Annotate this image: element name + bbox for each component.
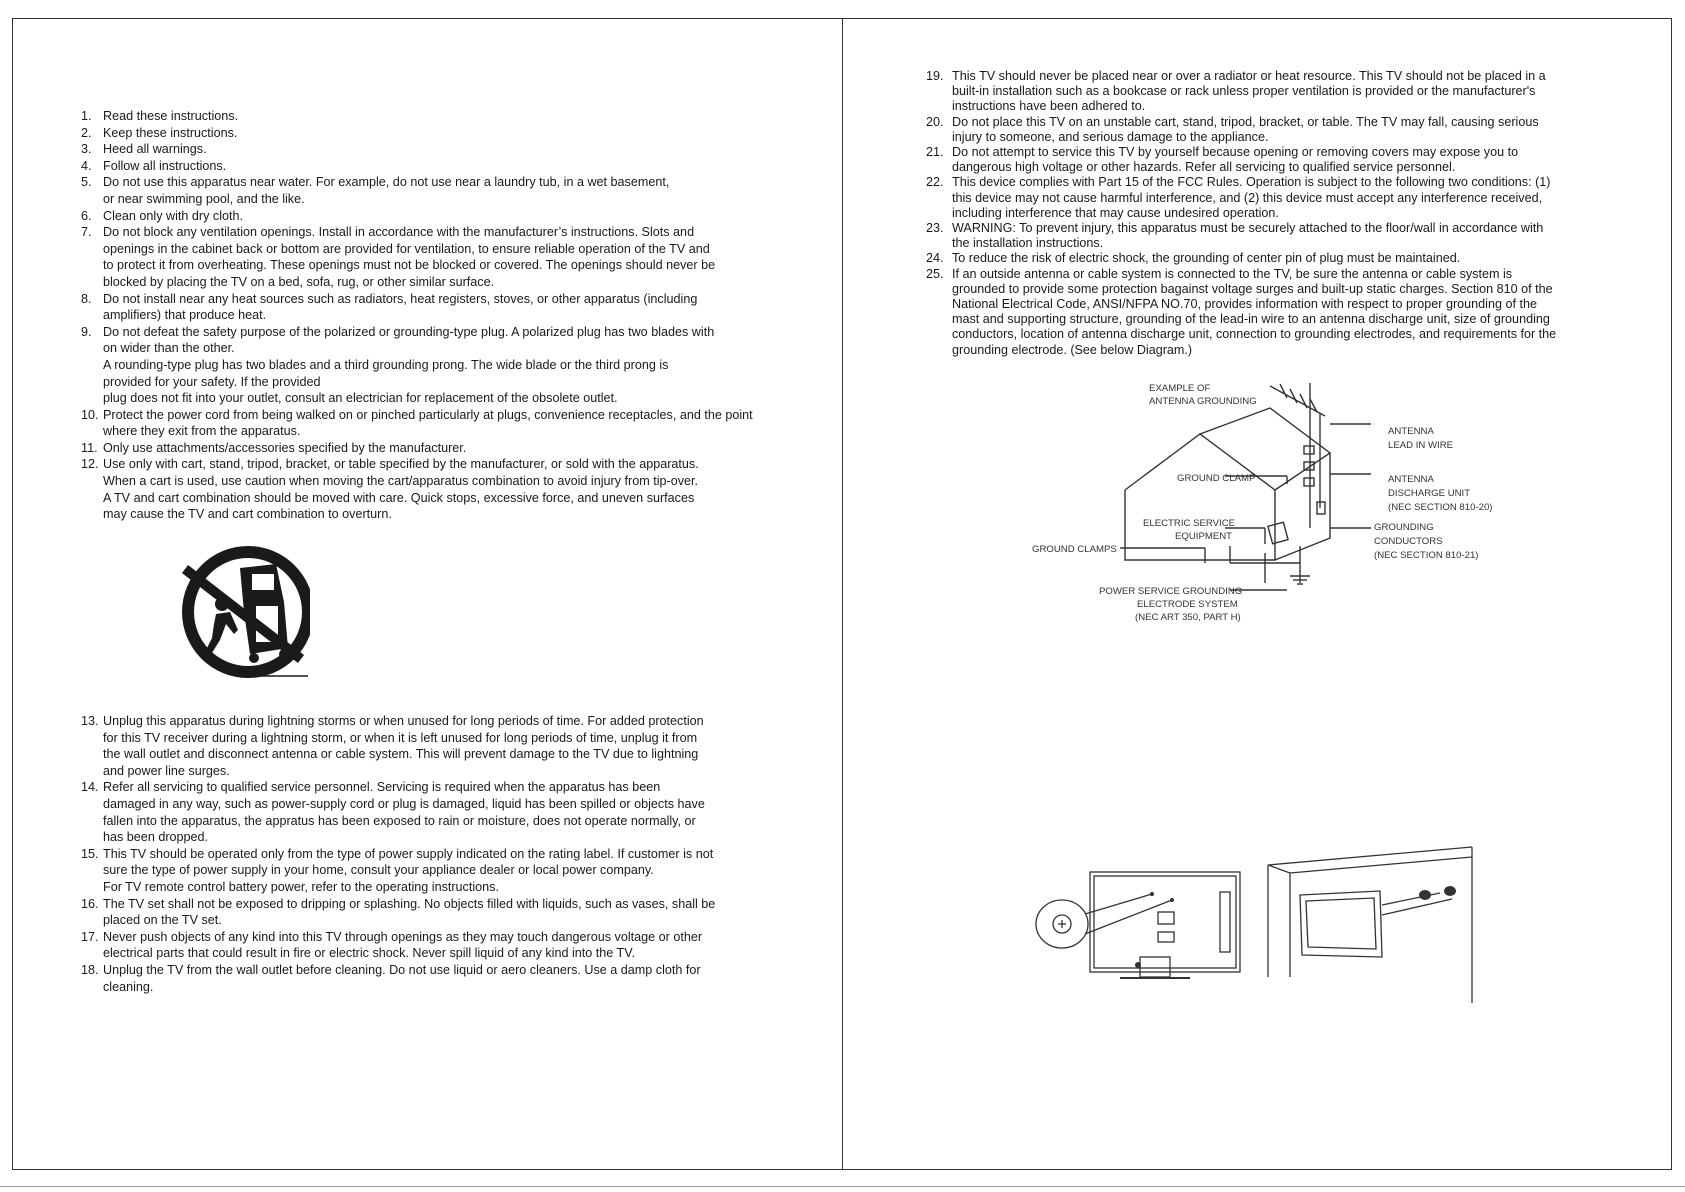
item-text-line: fallen into the apparatus, the appratus has been exposed to rain or moisture, does not operate normally, or	[103, 813, 696, 828]
item-number: 6.	[81, 208, 92, 223]
item-text	[103, 108, 761, 125]
left-list-item	[81, 174, 761, 207]
item-number: 2.	[81, 125, 92, 140]
item-text-line: For TV remote control battery power, refer to the operating instructions.	[103, 879, 499, 894]
item-text	[948, 251, 1566, 266]
item-text-line: this device may not cause harmful interference, and (2) this device must accept any interference received,	[952, 190, 1543, 205]
item-text	[103, 962, 761, 995]
cart-tipover-warning-icon	[180, 544, 310, 678]
item-text-line: for this TV receiver during a lightning storm, or when it is left unused for long periods of time, unplug it from	[103, 730, 698, 745]
item-text-line: When a cart is used, use caution when moving the cart/apparatus combination to avoid injury from tip-over.	[103, 474, 699, 489]
item-text-line: placed on the TV set.	[103, 913, 222, 928]
right-list-item	[926, 251, 1566, 266]
item-text-line: Refer all servicing to qualified service personnel. Servicing is required when the apparatus has been	[103, 780, 661, 795]
item-text-line: electrical parts that could result in fire or electric shock. Never spill liquid of any kind into the TV.	[103, 946, 635, 961]
item-text-line: mast and supporting structure, grounding of the lead-in wire to an antenna discharge unit, size of grounding	[952, 312, 1550, 327]
item-text	[948, 175, 1566, 221]
item-text	[103, 929, 761, 962]
diagram-discharge-2: DISCHARGE UNIT	[1388, 488, 1471, 499]
item-text	[103, 158, 761, 175]
item-text	[948, 145, 1566, 175]
item-number: 21.	[926, 145, 944, 160]
item-number: 14.	[81, 780, 99, 795]
item-number: 11.	[81, 440, 98, 455]
item-number: 8.	[81, 291, 92, 306]
item-text	[103, 713, 761, 779]
item-text	[103, 440, 761, 457]
item-text	[103, 407, 761, 440]
item-number: 18.	[81, 962, 99, 977]
safety-list-left-top	[81, 108, 761, 523]
item-text	[103, 779, 761, 845]
item-text	[103, 896, 761, 929]
left-list-item	[81, 440, 761, 457]
diagram-discharge-1: ANTENNA	[1388, 474, 1434, 485]
item-text-line: damaged in any way, such as power-supply cord or plug is damaged, liquid has been spilled or objects have	[103, 796, 705, 811]
item-text	[103, 141, 761, 158]
diagram-ground-clamp: GROUND CLAMP	[1177, 473, 1256, 484]
bottom-rule	[0, 1186, 1685, 1187]
item-number: 17.	[81, 929, 99, 944]
item-text	[103, 456, 761, 522]
left-list-item	[81, 929, 761, 962]
item-text-line: Never push objects of any kind into this TV through openings as they may touch dangerous voltage or other	[103, 929, 703, 944]
item-number: 23.	[926, 221, 944, 236]
item-text-line: National Electrical Code, ANSI/NFPA NO.70, provides information with respect to proper grounding of the	[952, 297, 1537, 312]
item-number: 10.	[81, 407, 99, 422]
item-text-line: plug does not fit into your outlet, consult an electrician for replacement of the obsolete outlet.	[103, 391, 618, 406]
safety-list-right	[926, 69, 1566, 358]
left-list-item	[81, 208, 761, 225]
item-text	[948, 267, 1566, 358]
item-text-line: Do not attempt to service this TV by yourself because opening or removing covers may expose you to	[952, 145, 1519, 160]
left-list-item	[81, 779, 761, 845]
tv-back-screw-icon	[1030, 862, 1270, 992]
item-text-line: grounded to provide some protection bagainst voltage surges and built-up static charges. Section 810 of the	[952, 281, 1553, 296]
item-text-line: grounding electrode. (See below Diagram.)	[952, 342, 1193, 357]
item-text-line: Heed all warnings.	[103, 142, 207, 157]
item-text-line: provided for your safety. If the provided	[103, 374, 321, 389]
item-text-line: cleaning.	[103, 979, 154, 994]
item-text-line: the installation instructions.	[952, 236, 1104, 251]
item-text	[103, 125, 761, 142]
left-list-item	[81, 713, 761, 779]
left-list-item	[81, 224, 761, 290]
right-list-item	[926, 115, 1566, 145]
item-text-line: Follow all instructions.	[103, 158, 227, 173]
item-text-line: blocked by placing the TV on a bed, sofa, rug, or other similar surface.	[103, 274, 495, 289]
tv-wall-mount-icon	[1260, 845, 1480, 1005]
left-list-item	[81, 846, 761, 896]
item-number: 25.	[926, 266, 944, 281]
left-list-item	[81, 158, 761, 175]
item-text-line: built-in installation such as a bookcase or rack unless proper ventilation is provided or the manufacturer's	[952, 84, 1536, 99]
item-text-line: and power line surges.	[103, 763, 230, 778]
item-text-line: has been dropped.	[103, 830, 209, 845]
item-text	[948, 221, 1566, 251]
item-text-line: amplifiers) that produce heat.	[103, 308, 267, 323]
left-list-item	[81, 896, 761, 929]
item-number: 16.	[81, 896, 99, 911]
item-number: 5.	[81, 175, 92, 190]
item-number: 1.	[81, 109, 92, 123]
left-list-item	[81, 962, 761, 995]
item-number: 22.	[926, 175, 944, 190]
diagram-grounding-2: CONDUCTORS	[1374, 536, 1443, 547]
item-text-line: Do not install near any heat sources such as radiators, heat registers, stoves, or other apparatus (including	[103, 291, 698, 306]
item-text-line: openings in the cabinet back or bottom are provided for ventilation, to ensure reliable operation of the TV and	[103, 241, 710, 256]
item-number: 12.	[81, 457, 99, 472]
right-list-item	[926, 221, 1566, 251]
item-text	[103, 208, 761, 225]
item-number: 13.	[81, 714, 99, 728]
item-text	[103, 291, 761, 324]
diagram-ground-clamps: GROUND CLAMPS	[1032, 544, 1117, 555]
item-text-line: Clean only with dry cloth.	[103, 208, 243, 223]
item-number: 24.	[926, 251, 944, 266]
item-text-line: Do not use this apparatus near water. For example, do not use near a laundry tub, in a wet basement,	[103, 175, 670, 190]
item-text-line: Use only with cart, stand, tripod, bracket, or table specified by the manufacturer, or sold with the apparatus.	[103, 457, 699, 472]
diagram-title-line2: ANTENNA GROUNDING	[1149, 396, 1257, 407]
diagram-electric-service-1: ELECTRIC SERVICE	[1143, 518, 1236, 529]
item-text-line: to protect it from overheating. These openings must not be blocked or covered. The openings should never be	[103, 258, 716, 273]
left-list-item	[81, 125, 761, 142]
item-text	[103, 224, 761, 290]
item-text-line: Keep these instructions.	[103, 125, 238, 140]
item-text-line: or near swimming pool, and the like.	[103, 191, 305, 206]
item-text-line: Unplug this apparatus during lightning storms or when unused for long periods of time. For added protection	[103, 714, 704, 728]
right-list-item	[926, 267, 1566, 358]
item-number: 19.	[926, 69, 944, 83]
item-text	[948, 115, 1566, 145]
item-text	[103, 324, 761, 407]
item-text-line: A rounding-type plug has two blades and a third grounding prong. The wide blade or the third prong is	[103, 357, 669, 372]
right-list-item	[926, 69, 1566, 115]
left-list-item	[81, 407, 761, 440]
diagram-electric-service-2: EQUIPMENT	[1175, 531, 1233, 542]
item-text-line: Do not place this TV on an unstable cart, stand, tripod, bracket, or table. The TV may fall, causing serious	[952, 114, 1539, 129]
diagram-grounding-3: (NEC SECTION 810-21)	[1374, 550, 1479, 561]
item-number: 9.	[81, 324, 92, 339]
item-number: 20.	[926, 114, 944, 129]
page-divider	[842, 18, 843, 1170]
item-number: 15.	[81, 846, 99, 861]
diagram-power-service-1: POWER SERVICE GROUNDING	[1099, 586, 1243, 597]
diagram-antenna-lead-1: ANTENNA	[1388, 426, 1434, 437]
item-text	[103, 174, 761, 207]
safety-list-left-bottom	[81, 713, 761, 995]
item-text-line: Unplug the TV from the wall outlet before cleaning. Do not use liquid or aero cleaners. Use a damp cloth for	[103, 962, 701, 977]
item-text-line: WARNING: To prevent injury, this apparatus must be securely attached to the floor/wall in accordance with	[952, 221, 1544, 236]
diagram-discharge-3: (NEC SECTION 810-20)	[1388, 502, 1493, 513]
item-text-line: sure the type of power supply in your home, consult your appliance dealer or local power company.	[103, 863, 654, 878]
item-text-line: A TV and cart combination should be moved with care. Quick stops, excessive force, and uneven surfaces	[103, 490, 695, 505]
right-list-item	[926, 175, 1566, 221]
item-text-line: may cause the TV and cart combination to overturn.	[103, 507, 392, 522]
item-text	[103, 846, 761, 896]
item-number: 4.	[81, 158, 92, 173]
diagram-grounding-1: GROUNDING	[1374, 522, 1434, 533]
item-text-line: the wall outlet and disconnect antenna or cable system. This will prevent damage to the TV due to lightning	[103, 747, 699, 762]
item-text-line: Protect the power cord from being walked on or pinched particularly at plugs, convenience receptacles, and the point	[103, 407, 753, 422]
left-list-item	[81, 291, 761, 324]
item-number: 3.	[81, 142, 92, 157]
left-list-item	[81, 324, 761, 407]
item-text-line: on wider than the other.	[103, 341, 235, 356]
item-text-line: Do not block any ventilation openings. Install in accordance with the manufacturer’s instructions. Slots and	[103, 225, 695, 240]
item-text-line: where they exit from the apparatus.	[103, 424, 301, 439]
item-text-line: Only use attachments/accessories specified by the manufacturer.	[103, 440, 467, 455]
left-list-item	[81, 456, 761, 522]
item-text	[948, 69, 1566, 115]
left-list-item	[81, 141, 761, 158]
item-text-line: This TV should be operated only from the type of power supply indicated on the rating label. If customer is not	[103, 846, 714, 861]
diagram-title-line1: EXAMPLE OF	[1149, 383, 1211, 394]
diagram-antenna-lead-2: LEAD IN WIRE	[1388, 440, 1454, 451]
diagram-power-service-3: (NEC ART 350, PART H)	[1135, 612, 1241, 623]
item-text-line: If an outside antenna or cable system is connected to the TV, be sure the antenna or cable system is	[952, 266, 1513, 281]
item-text-line: To reduce the risk of electric shock, the grounding of center pin of plug must be maintained.	[952, 251, 1461, 266]
item-number: 7.	[81, 225, 92, 240]
item-text-line: Read these instructions.	[103, 109, 239, 123]
item-text-line: The TV set shall not be exposed to dripping or splashing. No objects filled with liquids, such as vases, shall be	[103, 896, 716, 911]
item-text-line: conductors, location of antenna discharge unit, connection to grounding electrodes, and requirements for the	[952, 327, 1557, 342]
right-list-item	[926, 145, 1566, 175]
item-text-line: This device complies with Part 15 of the FCC Rules. Operation is subject to the following two conditions: (1)	[952, 175, 1551, 190]
item-text-line: instructions have been adhered to.	[952, 99, 1146, 114]
left-list-item	[81, 108, 761, 125]
item-text-line: This TV should never be placed near or over a radiator or heat resource. This TV should not be placed in a	[952, 69, 1546, 83]
item-text-line: including interference that may cause undesired operation.	[952, 205, 1279, 220]
item-text-line: dangerous high voltage or other hazards. Refer all servicing to qualified service personnel.	[952, 160, 1456, 175]
diagram-power-service-2: ELECTRODE SYSTEM	[1137, 599, 1238, 610]
item-text-line: Do not defeat the safety purpose of the polarized or grounding-type plug. A polarized plug has two blades with	[103, 324, 715, 339]
antenna-grounding-diagram	[1025, 378, 1505, 638]
item-text-line: injury to someone, and serious damage to the appliance.	[952, 129, 1269, 144]
